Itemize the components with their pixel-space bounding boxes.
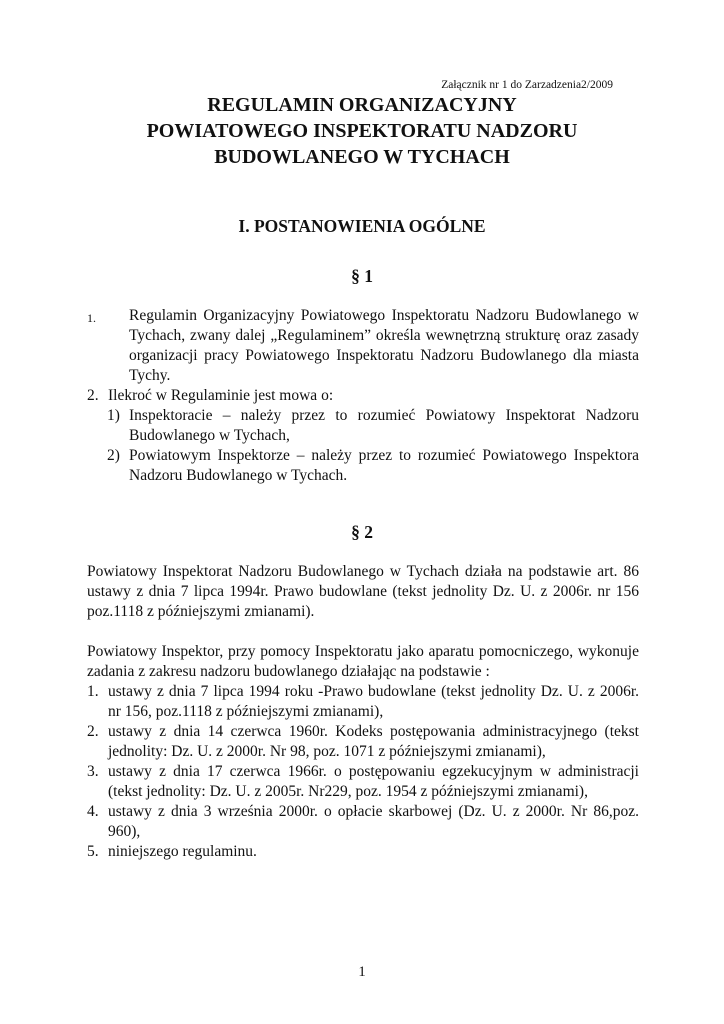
list-item: [87, 306, 639, 386]
list-item-number: 5.: [87, 843, 99, 860]
list-item-text: ustawy z dnia 17 czerwca 1966r. o postępowaniu egzekucyjnym w administracji (tekst jednolity: Dz. U. z 2005r. Nr229, poz. 1954 z późniejszymi zmianami),: [108, 763, 639, 800]
list-item-number: 4.: [87, 803, 99, 820]
sub-list-item-text: Powiatowym Inspektorze – należy przez to rozumieć Powiatowego Inspektora Nadzoru Budowlanego w Tychach.: [129, 447, 639, 484]
list-item: [87, 682, 639, 722]
list-item-text: ustawy z dnia 3 września 2000r. o opłacie skarbowej (Dz. U. z 2000r. Nr 86,poz. 960),: [108, 803, 639, 840]
document-title: [0, 92, 724, 170]
list-item-number: 2.: [87, 723, 99, 740]
sub-list-item: [87, 406, 639, 446]
list-item: [87, 386, 639, 406]
paragraph-1-sign: § 1: [351, 266, 373, 286]
list-item-text: ustawy z dnia 14 czerwca 1960r. Kodeks postępowania administracyjnego (tekst jednolity: Dz. U. z 2000r. Nr 98, poz. 1071 z późniejszymi zmianami),: [108, 723, 639, 760]
list-item-text: ustawy z dnia 7 lipca 1994 roku -Prawo budowlane (tekst jednolity Dz. U. z 2006r. nr 156, poz.1118 z późniejszymi zmianami),: [108, 683, 639, 720]
sub-list-item-number: 2): [107, 447, 120, 464]
title-line-2: POWIATOWEGO INSPEKTORATU NADZORU: [146, 120, 578, 142]
list-item-number: 1.: [87, 311, 96, 325]
list-item-number: 1.: [87, 683, 99, 700]
list-item-text: Ilekroć w Regulaminie jest mowa o:: [108, 387, 334, 404]
sub-list-item: [87, 446, 639, 486]
list-item-number: 2.: [87, 387, 99, 404]
section-heading: I. POSTANOWIENIA OGÓLNE: [238, 216, 486, 236]
list-item: [87, 802, 639, 842]
paragraph-text: Powiatowy Inspektorat Nadzoru Budowlanego w Tychach działa na podstawie art. 86 ustawy z dnia 7 lipca 1994r. Prawo budowlane (tekst jednolity Dz. U. z 2006r. nr 156 poz.1118 z późniejszymi zmianami).: [87, 563, 639, 620]
sub-list-item-text: Inspektoracie – należy przez to rozumieć Powiatowy Inspektorat Nadzoru Budowlanego w Tychach,: [129, 407, 639, 444]
title-line-1: REGULAMIN ORGANIZACYJNY: [207, 94, 517, 116]
list-item-text: Regulamin Organizacyjny Powiatowego Inspektoratu Nadzoru Budowlanego w Tychach, zwany dalej „Regulaminem” określa wewnętrzną strukturę oraz zasady organizacji pracy Powiatowego Inspektoratu Nadzoru Budowlanego dla miasta Tychy.: [129, 307, 639, 384]
sub-list-item-number: 1): [107, 407, 120, 424]
paragraph-text: Powiatowy Inspektor, przy pomocy Inspektoratu jako aparatu pomocniczego, wykonuje zadania z zakresu nadzoru budowlanego działając na podstawie :: [87, 643, 639, 680]
annex-note: Załącznik nr 1 do Zarzadzenia2/2009: [441, 79, 613, 91]
list-item: [87, 722, 639, 762]
legal-basis-list: [87, 682, 639, 862]
list-item-text: niniejszego regulaminu.: [108, 843, 257, 860]
list-item-number: 3.: [87, 763, 99, 780]
paragraph-1-body: [87, 306, 639, 486]
page-number: 1: [358, 964, 366, 980]
title-line-3: BUDOWLANEGO W TYCHACH: [214, 146, 510, 168]
paragraph-2-body: [87, 562, 639, 862]
list-item: [87, 842, 639, 862]
paragraph-2-sign: § 2: [351, 522, 373, 542]
list-item: [87, 762, 639, 802]
